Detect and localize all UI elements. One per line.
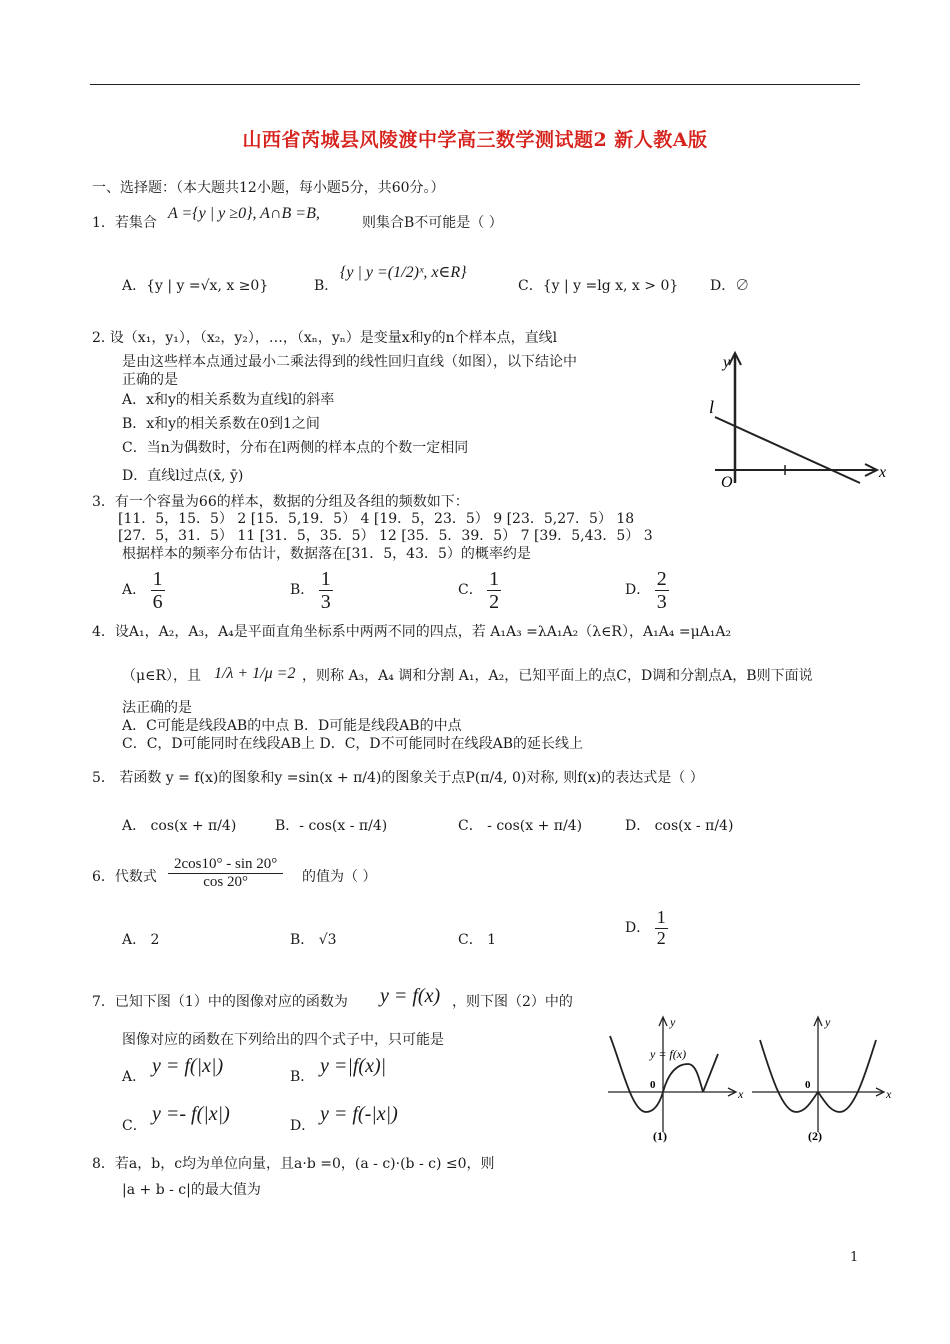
q2-line2: 是由这些样本点通过最小二乘法得到的线性回归直线（如图），以下结论中	[122, 354, 577, 370]
q5-option-d: D． cos(x - π/4)	[625, 818, 734, 834]
q5-option-c: C． - cos(x + π/4)	[458, 818, 583, 834]
q3-line4: 根据样本的频率分布估计，数据落在[31．5，43．5）的概率约是	[122, 546, 531, 562]
q3-option-b-numerator: 1	[320, 568, 331, 590]
function-graph-1	[600, 1012, 750, 1147]
q7-option-a-label: A．	[122, 1069, 147, 1085]
q6-option-d-label: D．	[625, 919, 651, 936]
q6-option-d-denominator: 2	[656, 927, 666, 948]
q7-option-b: y =|f(x)|	[320, 1055, 387, 1077]
q5-stem: 5． 若函数 y = f(x)的图象和y =sin(x + π/4)的图象关于点P(π/4, 0)对称, 则f(x)的表达式是（ ）	[92, 770, 704, 786]
q3-option-c-numerator: 1	[489, 568, 500, 590]
q7-option-d-label: D．	[290, 1118, 316, 1134]
q3-option-a-label: A．	[122, 582, 147, 599]
page-title: 山西省芮城县风陵渡中学高三数学测试题2 新人教A版	[242, 129, 708, 151]
q4-line3: 法正确的是	[122, 700, 192, 716]
q4-line2a: （μ∈R），且	[122, 668, 202, 684]
q3-option-a-numerator: 1	[152, 568, 163, 590]
graph1-x-label: x	[738, 1087, 744, 1101]
q3-option-d-label: D．	[625, 582, 651, 599]
q7-line1c: ，则下图（2）中的	[452, 994, 573, 1010]
page-number: 1	[850, 1250, 859, 1265]
q3-option-a-denominator: 6	[152, 591, 163, 613]
q1-option-d: D．∅	[710, 278, 750, 294]
q3-option-b-label: B．	[290, 582, 315, 599]
q3-option-b-fraction	[319, 568, 333, 613]
top-rule	[90, 84, 860, 85]
q3-line1: 3．有一个容量为66的样本，数据的分组及各组的频数如下：	[92, 494, 469, 510]
q3-option-d-fraction	[655, 568, 669, 613]
q3-line3: [27．5，31．5） 11 [31．5，35．5） 12 [35．5．39．5） 7 [39．5,43．5） 3	[118, 528, 653, 544]
q6-option-b: B． √3	[290, 932, 337, 948]
graph2-origin-label: 0	[805, 1079, 811, 1091]
q6-tail: 的值为（ ）	[302, 869, 377, 885]
regression-l-label: l	[709, 397, 715, 417]
regression-origin-label: O	[721, 474, 733, 491]
q1-option-a: A．{y | y =√x, x ≥0}	[122, 278, 269, 294]
q5-option-a: A． cos(x + π/4)	[122, 818, 237, 834]
q6-stem: 6．代数式	[92, 869, 157, 885]
q6-option-a: A． 2	[122, 932, 160, 948]
q8-line1: 8．若a，b，c均为单位向量，且a·b =0，(a - c)·(b - c) ≤0，则	[92, 1156, 495, 1172]
q3-option-a	[122, 568, 165, 613]
regression-y-label: y	[723, 354, 731, 371]
q7-line1a: 7．已知下图（1）中的图像对应的函数为	[92, 994, 348, 1010]
q2-option-a: A．x和y的相关系数为直线l的斜率	[122, 392, 335, 408]
graph2-x-label: x	[886, 1087, 892, 1101]
q6-option-d	[625, 908, 668, 949]
q4-condition: 1/λ + 1/μ =2	[214, 665, 296, 682]
graph1-origin-label: 0	[650, 1079, 656, 1091]
q1-stem: 1．若集合	[92, 215, 157, 231]
q2-option-c: C．当n为偶数时，分布在l两侧的样本点的个数一定相同	[122, 440, 469, 456]
q7-line2: 图像对应的函数在下列给出的四个式子中，只可能是	[122, 1032, 444, 1048]
q1-option-b: {y | y =(1/2)ˣ, x∈R}	[340, 264, 467, 281]
graph2-caption: (2)	[808, 1129, 822, 1143]
q4-line4: A．C可能是线段AB的中点 B．D可能是线段AB的中点	[122, 718, 462, 734]
graph1-caption: (1)	[653, 1129, 667, 1143]
q3-option-b	[290, 568, 333, 613]
section-heading: 一、选择题：（本大题共12小题，每小题5分，共60分。）	[92, 180, 445, 196]
q3-option-d	[625, 568, 669, 613]
q3-option-d-denominator: 3	[656, 591, 667, 613]
q3-option-c-denominator: 2	[489, 591, 500, 613]
q2-line1: 2. 设（x₁，y₁），（x₂，y₂），…，（xₙ，yₙ）是变量x和y的n个样本点，直线l	[92, 330, 558, 346]
q6-option-d-fraction	[655, 908, 668, 949]
graph2-y-label: y	[825, 1015, 831, 1029]
q6-expression	[168, 856, 283, 890]
q3-option-a-fraction	[151, 568, 165, 613]
q4-line1: 4．设A₁，A₂，A₃，A₄是平面直角坐标系中两两不同的四点，若 A₁A₃ =λA₁A₂（λ∈R），A₁A₄ =μA₁A₂	[92, 624, 732, 640]
function-graph-2	[748, 1012, 898, 1147]
q7-option-a: y = f(|x|)	[152, 1055, 224, 1077]
q7-option-d: y = f(-|x|)	[320, 1103, 398, 1125]
q6-fraction	[168, 856, 283, 890]
q7-option-b-label: B．	[290, 1069, 315, 1085]
graph1-function-label: y = f(x)	[650, 1047, 687, 1061]
q3-option-c	[458, 568, 501, 613]
q1-option-b-label: B．	[314, 278, 339, 294]
regression-x-label: x	[879, 464, 887, 481]
q6-option-d-numerator: 1	[656, 907, 666, 927]
q6-numerator: 2cos10° - sin 20°	[168, 856, 283, 874]
q2-option-d: D．直线l过点(x̄, ȳ)	[122, 468, 244, 484]
q1-option-c: C．{y | y =lg x, x > 0}	[518, 278, 679, 294]
q3-option-b-denominator: 3	[320, 591, 331, 613]
q3-option-c-fraction	[487, 568, 501, 613]
q3-option-d-numerator: 2	[656, 568, 667, 590]
q6-denominator: cos 20°	[203, 873, 248, 890]
q8-line2: |a + b - c|的最大值为	[122, 1182, 261, 1198]
q4-line2c: ，则称 A₃，A₄ 调和分割 A₁，A₂，已知平面上的点C，D调和分割点A，B则下面说	[302, 668, 813, 684]
q7-function: y = f(x)	[380, 985, 441, 1007]
q1-formula: A ={y | y ≥0}, A∩B =B,	[168, 205, 320, 222]
q2-option-b: B．x和y的相关系数在0到1之间	[122, 416, 320, 432]
q7-option-c-label: C．	[122, 1118, 147, 1134]
q6-option-c: C． 1	[458, 932, 497, 948]
graph1-y-label: y	[670, 1015, 676, 1029]
q3-option-c-label: C．	[458, 582, 483, 599]
q7-option-c: y =- f(|x|)	[152, 1103, 230, 1125]
q1-tail: 则集合B不可能是（ ）	[362, 215, 503, 231]
q4-line5: C．C，D可能同时在线段AB上 D．C，D不可能同时在线段AB的延长线上	[122, 736, 584, 752]
regression-figure	[705, 345, 895, 495]
q5-option-b: B．- cos(x - π/4)	[275, 818, 388, 834]
q2-line3: 正确的是	[122, 372, 178, 388]
q3-line2: [11．5，15．5） 2 [15．5,19．5） 4 [19．5，23．5） 9 [23．5,27．5） 18	[118, 511, 635, 527]
